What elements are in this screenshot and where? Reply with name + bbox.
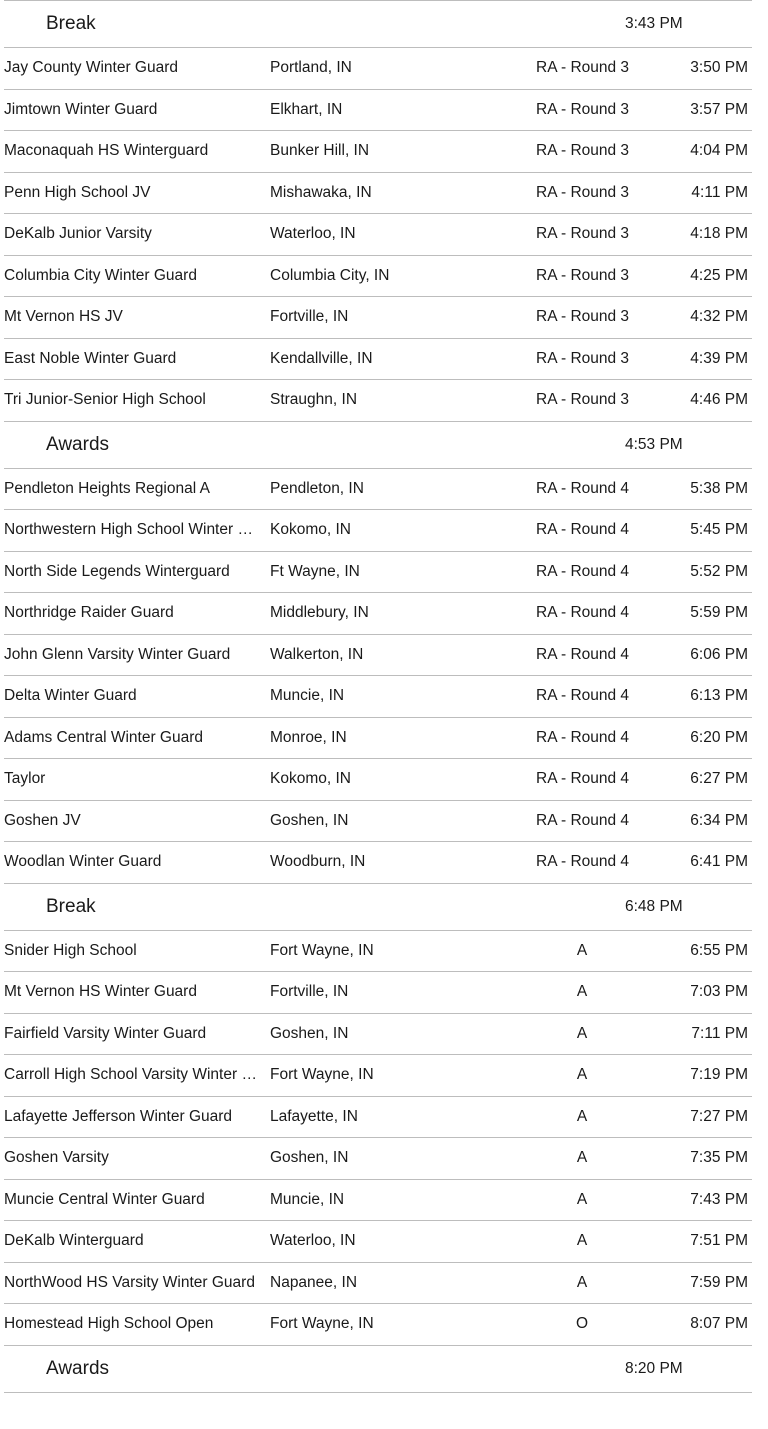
section-label: Awards [46, 433, 110, 455]
division-label: A [576, 1273, 588, 1291]
section-row-break [4, 1, 752, 48]
division-label: RA - Round 4 [536, 562, 630, 580]
group-name: Goshen Varsity [4, 1149, 109, 1167]
performance-row[interactable] [4, 469, 752, 511]
division-label: RA - Round 3 [536, 308, 630, 326]
division-label: A [576, 1232, 588, 1250]
performance-row[interactable] [4, 297, 752, 339]
section-time: 3:43 PM [625, 15, 683, 32]
section-row-break [4, 884, 752, 931]
division-label: RA - Round 3 [536, 59, 630, 77]
group-name: Adams Central Winter Guard [4, 728, 203, 746]
group-name: Mt Vernon HS Winter Guard [4, 983, 197, 1001]
group-location: Columbia City, IN [270, 266, 390, 284]
performance-time: 4:18 PM [690, 225, 748, 243]
group-name: Northwestern High School Winter … [4, 521, 253, 539]
performance-row[interactable] [4, 593, 752, 635]
section-row-awards [4, 1346, 752, 1393]
performance-time: 7:19 PM [690, 1066, 748, 1084]
group-location: Fortville, IN [270, 308, 349, 326]
group-location: Ft Wayne, IN [270, 562, 360, 580]
group-name: Mt Vernon HS JV [4, 308, 123, 326]
group-location: Fort Wayne, IN [270, 941, 374, 959]
performance-row[interactable] [4, 972, 752, 1014]
performance-time: 6:27 PM [690, 770, 748, 788]
performance-time: 4:25 PM [690, 266, 748, 284]
performance-row[interactable] [4, 1097, 752, 1139]
division-label: RA - Round 3 [536, 266, 630, 284]
performance-row[interactable] [4, 380, 752, 422]
group-name: Jay County Winter Guard [4, 59, 179, 77]
group-location: Muncie, IN [270, 687, 345, 705]
group-name: Muncie Central Winter Guard [4, 1190, 205, 1208]
performance-row[interactable] [4, 1180, 752, 1222]
group-location: Goshen, IN [270, 1024, 349, 1042]
performance-row[interactable] [4, 676, 752, 718]
group-name: Northridge Raider Guard [4, 604, 174, 622]
group-location: Fort Wayne, IN [270, 1066, 374, 1084]
group-location: Lafayette, IN [270, 1107, 358, 1125]
performance-time: 5:38 PM [690, 479, 748, 497]
performance-time: 6:34 PM [690, 811, 748, 829]
group-location: Napanee, IN [270, 1273, 358, 1291]
group-location: Goshen, IN [270, 1149, 349, 1167]
division-label: RA - Round 3 [536, 391, 630, 409]
performance-time: 6:13 PM [690, 687, 748, 705]
group-location: Muncie, IN [270, 1190, 345, 1208]
group-name: Woodlan Winter Guard [4, 853, 162, 871]
performance-time: 4:39 PM [690, 349, 748, 367]
performance-row[interactable] [4, 48, 752, 90]
performance-time: 4:11 PM [691, 183, 748, 201]
group-location: Straughn, IN [270, 391, 358, 409]
group-location: Middlebury, IN [270, 604, 369, 622]
group-name: Jimtown Winter Guard [4, 100, 158, 118]
performance-row[interactable] [4, 510, 752, 552]
performance-row[interactable] [4, 214, 752, 256]
group-name: NorthWood HS Varsity Winter Guard [4, 1273, 255, 1291]
performance-row[interactable] [4, 759, 752, 801]
performance-row[interactable] [4, 1263, 752, 1305]
group-location: Pendleton, IN [270, 479, 364, 497]
section-label: Break [46, 13, 96, 34]
schedule-table [4, 0, 752, 1393]
division-label: RA - Round 4 [536, 728, 630, 746]
division-label: RA - Round 4 [536, 853, 630, 871]
group-name: Goshen JV [4, 811, 81, 829]
group-location: Monroe, IN [270, 728, 347, 746]
performance-time: 5:45 PM [690, 521, 748, 539]
group-name: Penn High School JV [4, 183, 151, 201]
performance-row[interactable] [4, 1014, 752, 1056]
division-label: RA - Round 4 [536, 770, 630, 788]
division-label: RA - Round 4 [536, 479, 630, 497]
section-time: 6:48 PM [625, 897, 683, 915]
performance-time: 8:07 PM [690, 1315, 748, 1333]
group-name: John Glenn Varsity Winter Guard [4, 645, 231, 663]
section-label: Break [46, 895, 96, 917]
group-name: Taylor [4, 770, 46, 788]
performance-time: 7:03 PM [690, 983, 748, 1001]
section-time: 4:53 PM [625, 435, 683, 453]
performance-time: 4:32 PM [690, 308, 748, 326]
performance-row[interactable] [4, 718, 752, 760]
group-location: Walkerton, IN [270, 645, 364, 663]
group-name: Maconaquah HS Winterguard [4, 142, 209, 160]
performance-row[interactable] [4, 552, 752, 594]
performance-time: 7:27 PM [690, 1107, 748, 1125]
division-label: RA - Round 4 [536, 645, 630, 663]
division-label: A [576, 1066, 588, 1084]
group-name: Pendleton Heights Regional A [4, 479, 210, 497]
division-label: RA - Round 3 [536, 225, 630, 243]
performance-row[interactable] [4, 931, 752, 973]
group-location: Elkhart, IN [270, 100, 343, 118]
group-name: Homestead High School Open [4, 1315, 214, 1333]
group-name: East Noble Winter Guard [4, 349, 177, 367]
performance-time: 6:41 PM [690, 853, 748, 871]
division-label: RA - Round 4 [536, 687, 630, 705]
performance-time: 7:43 PM [690, 1190, 748, 1208]
division-label: A [576, 1149, 588, 1167]
group-name: Columbia City Winter Guard [4, 266, 197, 284]
performance-row[interactable] [4, 842, 752, 884]
performance-time: 6:55 PM [690, 941, 748, 959]
group-location: Kendallville, IN [270, 349, 373, 367]
division-label: RA - Round 3 [536, 183, 630, 201]
performance-time: 6:20 PM [690, 728, 748, 746]
performance-row[interactable] [4, 1221, 752, 1263]
performance-row[interactable] [4, 339, 752, 381]
division-label: A [576, 941, 588, 959]
division-label: A [576, 1190, 588, 1208]
group-location: Waterloo, IN [270, 225, 356, 243]
group-location: Woodburn, IN [270, 853, 366, 871]
group-location: Bunker Hill, IN [270, 142, 370, 160]
performance-row[interactable] [4, 801, 752, 843]
group-name: Lafayette Jefferson Winter Guard [4, 1107, 233, 1125]
division-label: A [576, 1107, 588, 1125]
performance-time: 3:57 PM [690, 100, 748, 118]
group-location: Kokomo, IN [270, 770, 351, 788]
group-name: Tri Junior-Senior High School [4, 391, 206, 409]
division-label: RA - Round 3 [536, 142, 630, 160]
group-name: DeKalb Junior Varsity [4, 225, 152, 243]
division-label: A [576, 1024, 588, 1042]
group-location: Kokomo, IN [270, 521, 351, 539]
performance-time: 5:52 PM [690, 562, 748, 580]
performance-time: 4:46 PM [690, 391, 748, 409]
division-label: RA - Round 3 [536, 100, 630, 118]
section-time: 8:20 PM [625, 1359, 683, 1377]
group-name: North Side Legends Winterguard [4, 562, 230, 580]
performance-time: 5:59 PM [690, 604, 748, 622]
performance-row[interactable] [4, 256, 752, 298]
performance-time: 7:59 PM [690, 1273, 748, 1291]
division-label: A [576, 983, 588, 1001]
performance-row[interactable] [4, 131, 752, 173]
division-label: RA - Round 4 [536, 604, 630, 622]
group-location: Fortville, IN [270, 983, 349, 1001]
group-location: Portland, IN [270, 59, 352, 77]
performance-row[interactable] [4, 1138, 752, 1180]
division-label: RA - Round 4 [536, 521, 630, 539]
division-label: RA - Round 3 [536, 349, 630, 367]
group-location: Goshen, IN [270, 811, 349, 829]
performance-row[interactable] [4, 173, 752, 215]
division-label: RA - Round 4 [536, 811, 630, 829]
performance-row[interactable] [4, 635, 752, 677]
group-name: Snider High School [4, 941, 137, 959]
performance-time: 7:11 PM [691, 1024, 748, 1042]
performance-row[interactable] [4, 1304, 752, 1346]
performance-time: 7:51 PM [690, 1232, 748, 1250]
performance-row[interactable] [4, 90, 752, 132]
group-name: DeKalb Winterguard [4, 1232, 144, 1250]
group-location: Waterloo, IN [270, 1232, 356, 1250]
group-name: Carroll High School Varsity Winter … [4, 1066, 257, 1084]
group-location: Mishawaka, IN [270, 183, 372, 201]
section-row-awards [4, 422, 752, 469]
performance-time: 6:06 PM [690, 645, 748, 663]
division-label: O [575, 1315, 589, 1333]
group-name: Delta Winter Guard [4, 687, 137, 705]
performance-row[interactable] [4, 1055, 752, 1097]
performance-time: 7:35 PM [690, 1149, 748, 1167]
performance-time: 3:50 PM [690, 59, 748, 77]
group-location: Fort Wayne, IN [270, 1315, 374, 1333]
performance-time: 4:04 PM [690, 142, 748, 160]
section-label: Awards [46, 1357, 110, 1379]
group-name: Fairfield Varsity Winter Guard [4, 1024, 207, 1042]
